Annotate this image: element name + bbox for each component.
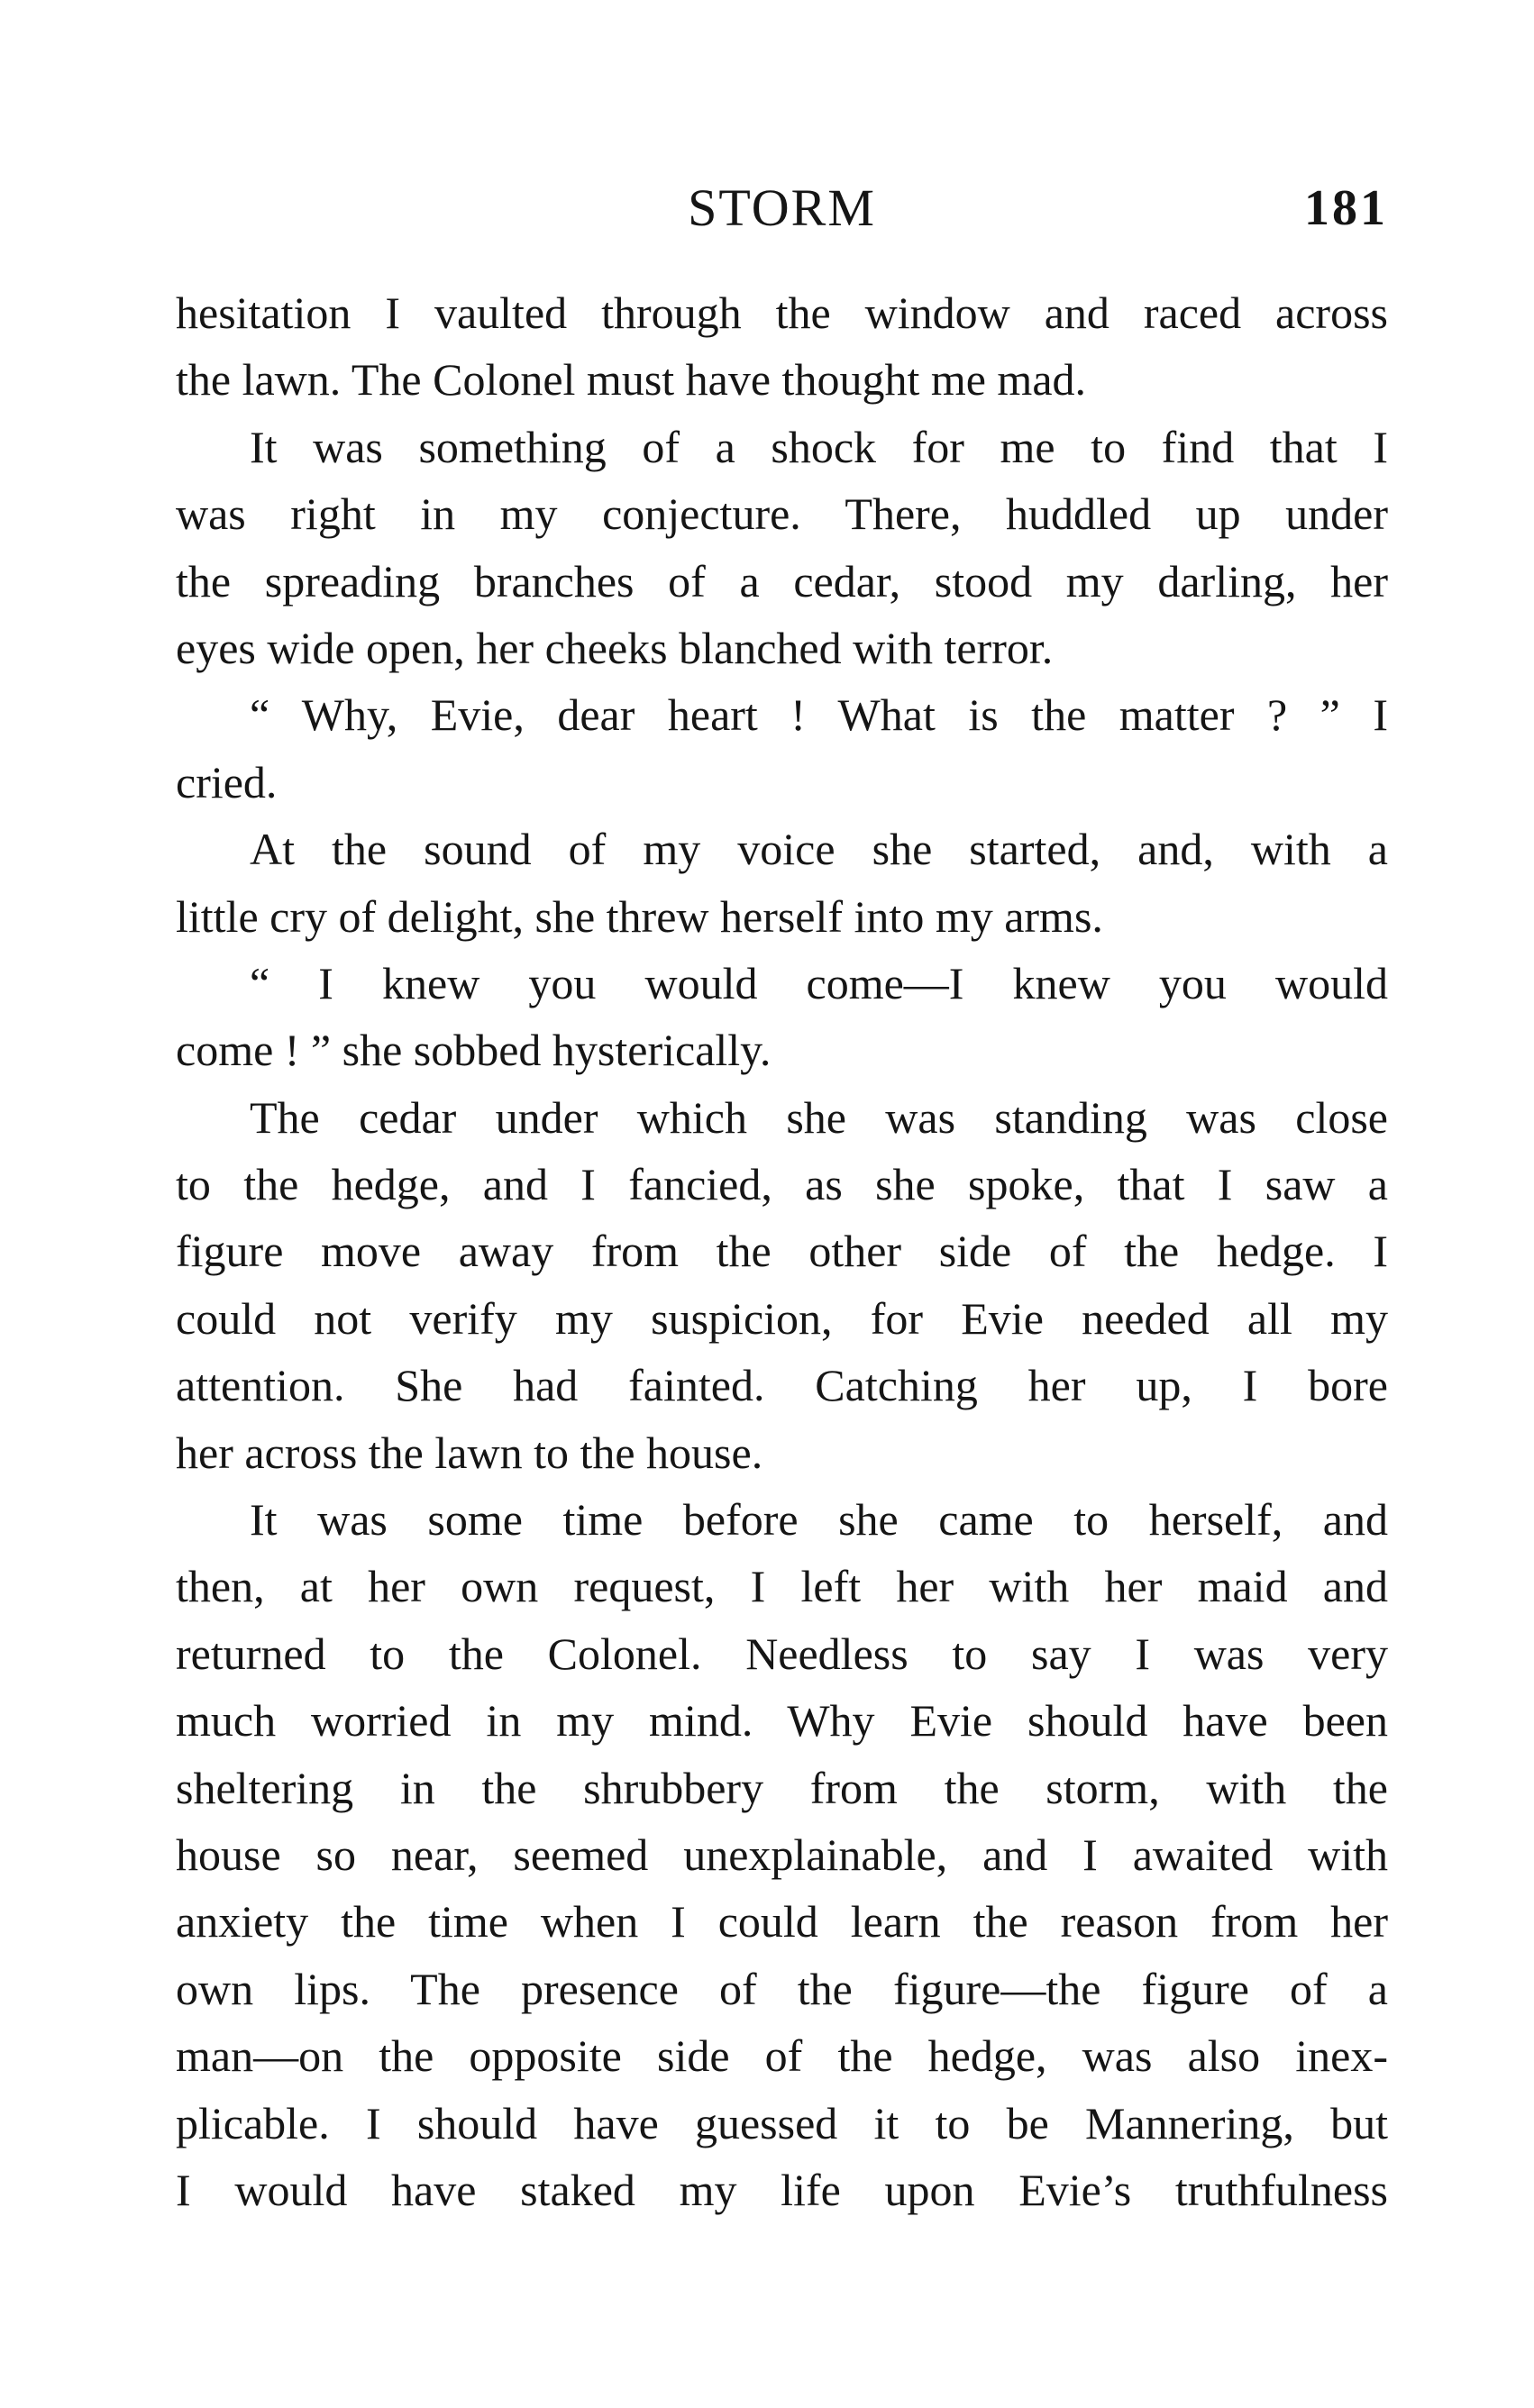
- text-line: then, at her own request, I left her with her maid and: [176, 1561, 1388, 1612]
- text-line: hesitation I vaulted through the window and raced across: [176, 287, 1388, 338]
- chapter-title: STORM: [688, 178, 876, 237]
- running-head: [176, 177, 1388, 249]
- text-line: attention. She had fainted. Catching her up, I bore: [176, 1360, 1388, 1411]
- body-text: [176, 279, 1388, 2223]
- text-line: It was some time before she came to herself, and: [250, 1494, 1388, 1546]
- text-line: come ! ” she sobbed hysterically.: [176, 1025, 772, 1076]
- text-line: her across the lawn to the house.: [176, 1427, 763, 1478]
- text-line: returned to the Colonel. Needless to say I was very: [176, 1628, 1388, 1679]
- text-line: to the hedge, and I fancied, as she spoke, that I saw a: [176, 1159, 1388, 1210]
- page-number: 181: [1304, 180, 1388, 236]
- text-line: the lawn. The Colonel must have thought me mad.: [176, 354, 1087, 406]
- text-line: could not verify my suspicion, for Evie needed all my: [176, 1292, 1388, 1344]
- text-line: “ Why, Evie, dear heart ! What is the matter ? ” I: [250, 689, 1388, 741]
- text-line: I would have staked my life upon Evie’s truthfulness: [176, 2164, 1388, 2215]
- text-line: much worried in my mind. Why Evie should have been: [176, 1695, 1388, 1747]
- text-line: own lips. The presence of the figure—the figure of a: [176, 1963, 1388, 2014]
- text-line: anxiety the time when I could learn the reason from her: [176, 1896, 1388, 1947]
- text-line: man—on the opposite side of the hedge, was also inex-: [176, 2030, 1388, 2082]
- text-line: sheltering in the shrubbery from the storm, with the: [176, 1762, 1388, 1813]
- text-line: figure move away from the other side of the hedge. I: [176, 1226, 1388, 1277]
- text-line: house so near, seemed unexplainable, and I awaited with: [176, 1829, 1388, 1880]
- text-line: “ I knew you would come—I knew you would: [250, 957, 1388, 1008]
- text-line: It was something of a shock for me to find that I: [250, 421, 1388, 472]
- text-line: The cedar under which she was standing was close: [250, 1091, 1388, 1143]
- text-line: little cry of delight, she threw herself into my arms.: [176, 890, 1103, 942]
- text-line: At the sound of my voice she started, and, with a: [250, 824, 1388, 875]
- text-line: eyes wide open, her cheeks blanched with terror.: [176, 622, 1054, 673]
- text-line: cried.: [176, 756, 278, 807]
- text-line: was right in my conjecture. There, huddled up under: [176, 488, 1388, 540]
- text-line: the spreading branches of a cedar, stood my darling, her: [176, 555, 1388, 607]
- text-line: plicable. I should have guessed it to be Mannering, but: [176, 2097, 1388, 2148]
